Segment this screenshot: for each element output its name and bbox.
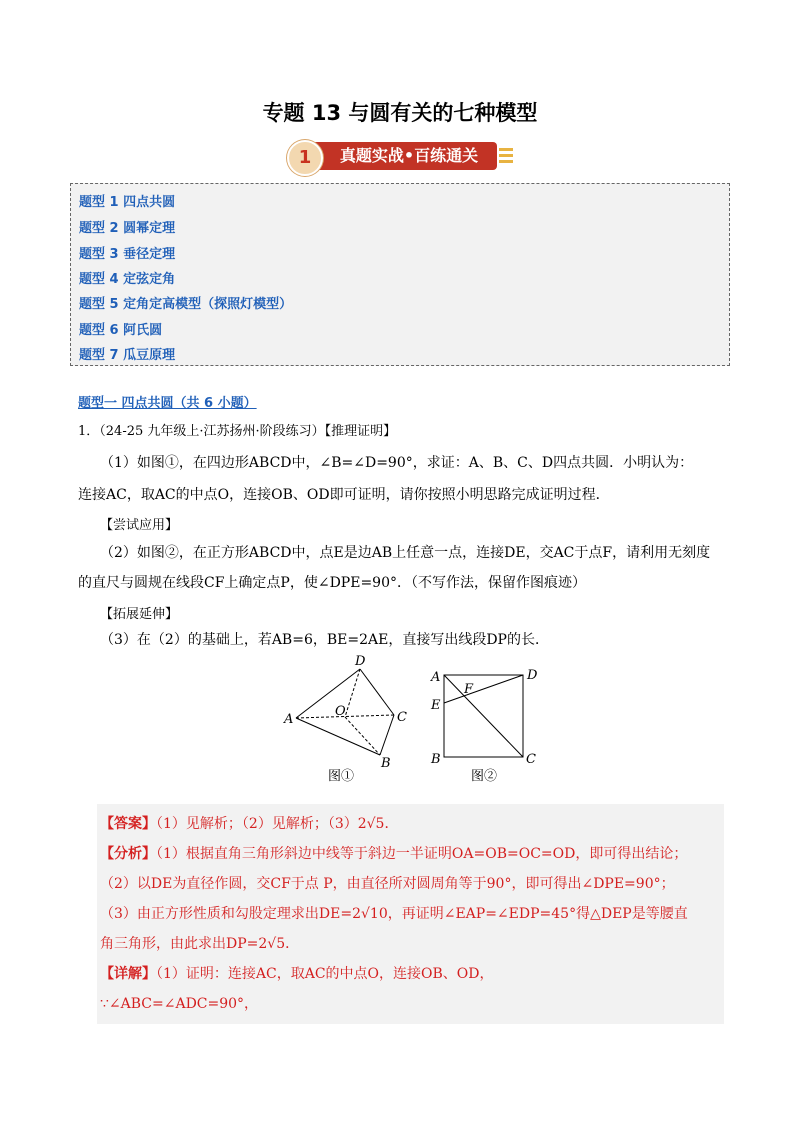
analysis-line-1 [100, 843, 687, 863]
fig2-label-d: D [527, 668, 538, 683]
fig2-label-e: E [431, 698, 441, 713]
answer-label: 【答案】 [100, 816, 156, 832]
toc-item-7[interactable]: 题型 7 瓜豆原理 [79, 348, 176, 363]
problem-part1-line2: 连接AC，取AC的中点O，连接OB、OD即可证明，请你按照小明思路完成证明过程． [78, 487, 610, 503]
detail-line-2: ∵∠ABC=∠ADC=90°， [100, 996, 259, 1012]
answer-line [100, 813, 398, 833]
fig1-label-b: B [381, 756, 391, 771]
fig1-label-a: A [284, 712, 294, 727]
problem-part2-line1: （2）如图②，在正方形ABCD中，点E是边AB上任意一点，连接DE，交AC于点F，请利用无刻度 [100, 545, 711, 561]
banner-stripes-icon [499, 148, 513, 166]
analysis-line-3: （3）由正方形性质和勾股定理求出DE=2√10，再证明∠EAP=∠EDP=45°得△DEP是等腰直 [100, 906, 688, 922]
problem-part3: （3）在（2）的基础上，若AB=6，BE=2AE，直接写出线段DP的长． [100, 632, 549, 648]
fig1-label-d: D [355, 655, 366, 669]
detail-text-1: （1）证明：连接AC，取AC的中点O，连接OB、OD， [156, 966, 494, 982]
analysis-label: 【分析】 [100, 846, 156, 862]
banner-number-badge [287, 140, 323, 176]
problem-part2-line2: 的直尺与圆规在线段CF上确定点P，使∠DPE=90°．（不写作法，保留作图痕迹） [78, 575, 586, 591]
detail-line-1 [100, 963, 494, 983]
toc-box [70, 183, 730, 366]
fig1-label-o: O [335, 704, 346, 719]
figure-2 [425, 663, 555, 785]
fig2-label-b: B [431, 752, 441, 767]
fig2-caption: 图② [471, 769, 498, 784]
tag-extend: 【拓展延伸】 [100, 607, 179, 622]
banner-text: 真题实战•百练通关 [339, 146, 479, 165]
analysis-line-2: （2）以DE为直径作圆，交CF于点 P，由直径所对圆周角等于90°，即可得出∠DPE=90°； [100, 876, 675, 892]
figure-1 [280, 655, 420, 785]
toc-item-1[interactable]: 题型 1 四点共圆 [79, 195, 176, 210]
tag-try: 【尝试应用】 [100, 518, 179, 533]
detail-label: 【详解】 [100, 966, 156, 982]
banner-bar [307, 142, 497, 170]
toc-item-5[interactable]: 题型 5 定角定高模型（探照灯模型） [79, 297, 293, 312]
fig1-label-c: C [397, 710, 407, 725]
fig2-label-c: C [526, 752, 536, 767]
analysis-line-4: 角三角形，由此求出DP=2√5． [100, 936, 300, 952]
section-banner [287, 140, 519, 172]
toc-item-6[interactable]: 题型 6 阿氏圆 [79, 323, 163, 338]
section-heading[interactable]: 题型一 四点共圆（共 6 小题） [78, 396, 257, 411]
toc-item-3[interactable]: 题型 3 垂径定理 [79, 247, 176, 262]
fig2-label-f: F [464, 682, 474, 697]
toc-item-2[interactable]: 题型 2 圆幂定理 [79, 221, 176, 236]
page-title: 专题 13 与圆有关的七种模型 [262, 101, 538, 125]
fig1-caption: 图① [328, 769, 355, 784]
analysis-text-1: （1）根据直角三角形斜边中线等于斜边一半证明OA=OB=OC=OD，即可得出结论； [156, 846, 688, 862]
problem-part1-line1: （1）如图①，在四边形ABCD中，∠B=∠D=90°，求证：A、B、C、D四点共圆．小明认为： [100, 455, 694, 471]
problem-header: 1．（24-25 九年级上·江苏扬州·阶段练习）【推理证明】 [78, 424, 397, 439]
answer-text: （1）见解析；（2）见解析；（3）2√5． [156, 816, 399, 832]
fig2-label-a: A [431, 670, 441, 685]
toc-item-4[interactable]: 题型 4 定弦定角 [79, 272, 176, 287]
banner-number: 1 [298, 147, 312, 168]
